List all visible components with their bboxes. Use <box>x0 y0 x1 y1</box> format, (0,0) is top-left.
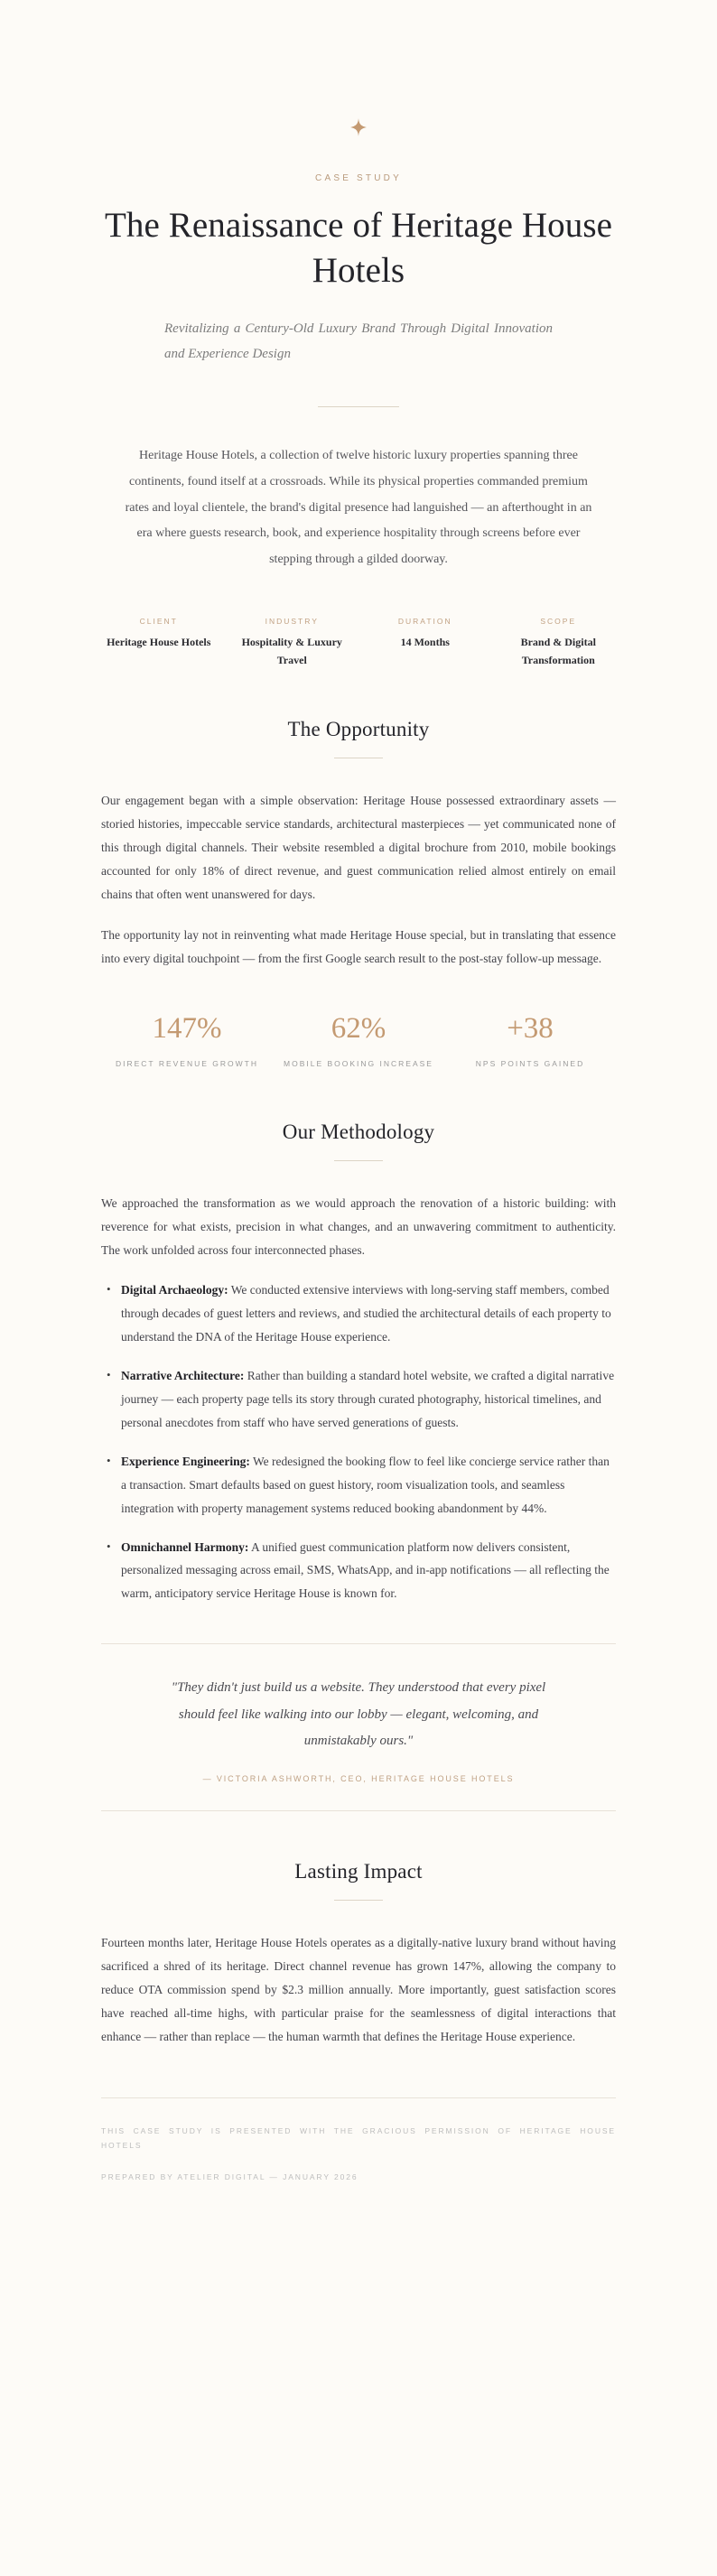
key-metrics-row <box>101 1012 616 1072</box>
meta-value: Heritage House Hotels <box>107 635 211 648</box>
metric-mobile-booking-increase <box>273 1012 444 1072</box>
footer-permission-note: THIS CASE STUDY IS PRESENTED WITH THE GRACIOUS PERMISSION OF HERITAGE HOUSE HOTELS <box>101 2125 616 2151</box>
quote-attribution: — VICTORIA ASHWORTH, CEO, HERITAGE HOUSE HOTELS <box>202 1774 515 1784</box>
meta-label: INDUSTRY <box>265 616 319 626</box>
metric-value: 62% <box>331 1011 386 1045</box>
metric-label: DIRECT REVENUE GROWTH <box>115 1058 259 1068</box>
section-opportunity <box>101 718 616 970</box>
meta-item-industry <box>226 617 359 670</box>
meta-value: Brand & Digital Transformation <box>520 635 596 666</box>
phase-text: We conducted extensive interviews with long-serving staff members, combed through decades of guest letters and reviews, and studied the architectural details of each property to understand the DNA of the Heritage House experience. <box>121 1283 611 1344</box>
page-subtitle: Revitalizing a Century-Old Luxury Brand Through Digital Innovation and Experience Design <box>164 321 553 361</box>
metric-direct-revenue-growth <box>101 1012 273 1072</box>
page-title: The Renaissance of Heritage House Hotels <box>104 206 613 290</box>
section-title: Our Methodology <box>282 1120 435 1143</box>
phase-name: Experience Engineering: <box>121 1454 250 1468</box>
phase-name: Omnichannel Harmony: <box>121 1539 249 1554</box>
metric-label: NPS POINTS GAINED <box>475 1058 585 1068</box>
phase-name: Narrative Architecture: <box>121 1369 245 1383</box>
eyebrow-label: CASE STUDY <box>315 173 402 183</box>
page-footer <box>101 2097 616 2185</box>
paragraph: Our engagement began with a simple observation: Heritage House possessed extraordinary assets — storied histories, impeccable service standards, architectural masterpieces — yet communicated none of this through digital channels. Their website resembled a digital brochure from 2010, mobile bookings accounted for only 18% of direct revenue, and guest communication relied almost entirely on email chains that often went unanswered for days. <box>101 794 616 901</box>
sparkle-icon <box>349 117 368 137</box>
section-title: Lasting Impact <box>294 1860 423 1883</box>
meta-item-scope <box>492 617 626 670</box>
meta-label: CLIENT <box>139 616 178 626</box>
section-title-rule <box>334 1900 383 1901</box>
section-lasting-impact <box>101 1860 616 2049</box>
section-title-rule <box>334 1160 383 1161</box>
hero-section <box>101 0 616 573</box>
meta-label: DURATION <box>397 616 452 626</box>
section-methodology <box>101 1121 616 1606</box>
list-item <box>121 1364 616 1435</box>
hero-divider <box>318 406 399 407</box>
metric-nps-points-gained <box>444 1012 616 1072</box>
phase-text: A unified guest communication platform now delivers consistent, personalized messaging across email, SMS, WhatsApp, and in-app notifications — all reflecting the warm, anticipatory service Heritage House is known for. <box>121 1539 610 1601</box>
metric-value: +38 <box>507 1011 554 1045</box>
meta-item-client <box>92 617 226 670</box>
footer-prepared-by: PREPARED BY ATELIER DIGITAL — JANUARY 2026 <box>101 2171 358 2181</box>
metric-value: 147% <box>152 1011 222 1045</box>
quote-text: "They didn't just build us a website. They understood that every pixel should feel like walking into our lobby — elegant, welcoming, and unmistakably ours." <box>171 1680 546 1748</box>
phase-text: Rather than building a standard hotel website, we crafted a digital narrative journey — each property page tells its story through curated photography, historical timelines, and personal anecdotes from staff who have served generations of guests. <box>121 1369 615 1429</box>
meta-value: 14 Months <box>400 635 450 648</box>
meta-item-duration <box>358 617 492 670</box>
phase-name: Digital Archaeology: <box>121 1283 228 1297</box>
section-title: The Opportunity <box>287 718 430 741</box>
lede-paragraph: Heritage House Hotels, a collection of twelve historic luxury properties spanning three continents, found itself at a crossroads. While its physical properties commanded premium rates and loyal clientele, the brand's digital presence had languished — an afterthought in an era where guests research, book, and experience hospitality through screens before ever stepping through a gilded doorway. <box>125 449 592 567</box>
phase-text: We redesigned the booking flow to feel like concierge service rather than a transaction. Smart defaults based on guest history, room visualization tools, and seamless integration with property management systems reduced booking abandonment by 44%. <box>121 1454 610 1515</box>
list-item <box>121 1536 616 1606</box>
pull-quote <box>101 1643 616 1811</box>
list-item <box>121 1450 616 1520</box>
project-meta-row <box>92 617 625 670</box>
methodology-phase-list <box>101 1279 616 1605</box>
meta-label: SCOPE <box>540 616 577 626</box>
paragraph: We approached the transformation as we would approach the renovation of a historic building: with reverence for what exists, precision in what changes, and an unwavering commitment to authenticity. The work unfolded across four interconnected phases. <box>101 1195 616 1257</box>
metric-label: MOBILE BOOKING INCREASE <box>284 1058 433 1068</box>
list-item <box>121 1279 616 1349</box>
paragraph: Fourteen months later, Heritage House Hotels operates as a digitally-native luxury brand without having sacrificed a shred of its heritage. Direct channel revenue has grown 147%, allowing the company to reduce OTA commission spend by $2.3 million annually. More importantly, guest satisfaction scores have reached all-time highs, with particular praise for the seamlessness of digital interactions that enhance — rather than replace — the human warmth that defines the Heritage House experience. <box>101 1936 616 2043</box>
meta-value: Hospitality & Luxury Travel <box>241 635 342 666</box>
paragraph: The opportunity lay not in reinventing what made Heritage House special, but in translating that essence into every digital touchpoint — from the first Google search result to the post-stay follow-up message. <box>101 927 616 965</box>
